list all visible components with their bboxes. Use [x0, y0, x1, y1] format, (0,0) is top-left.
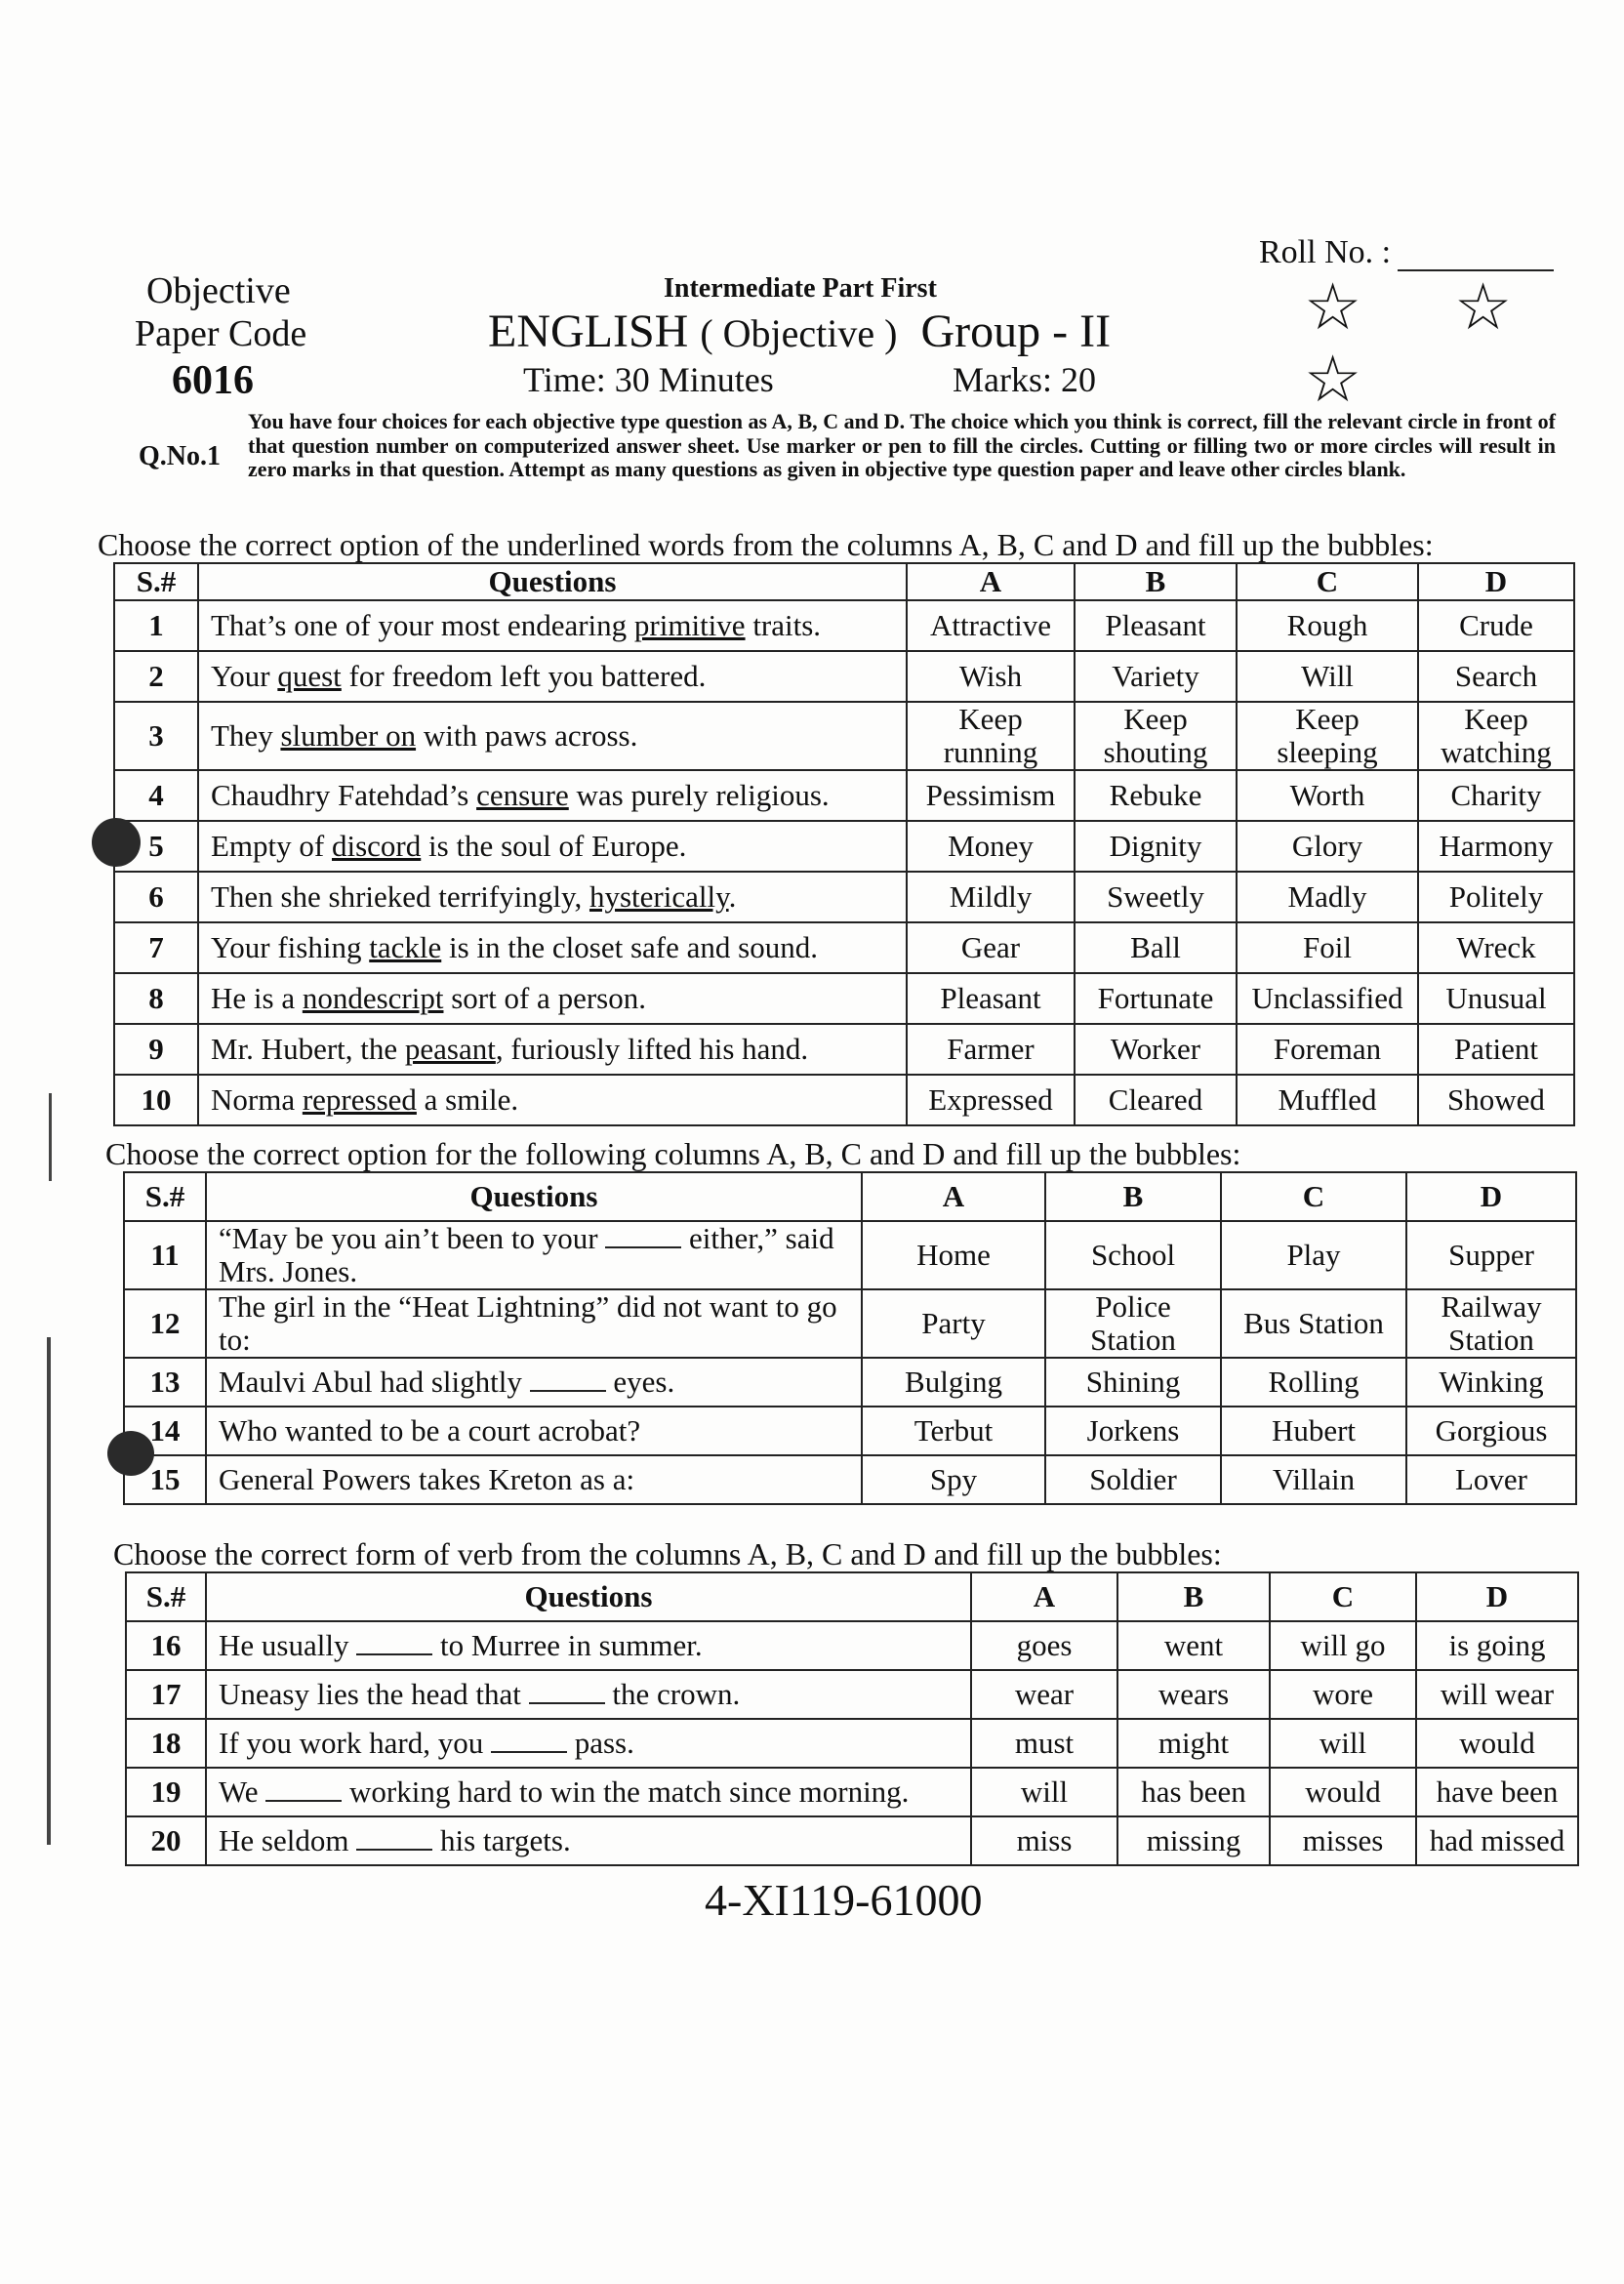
option-b: Cleared	[1075, 1075, 1237, 1125]
question-text	[198, 770, 907, 821]
option-c: Rough	[1237, 600, 1418, 651]
option-b: Ball	[1075, 922, 1237, 973]
option-d: Supper	[1406, 1221, 1576, 1289]
col-sn: S.#	[124, 1172, 206, 1221]
underlined-word: slumber on	[280, 718, 417, 753]
scan-mark	[47, 1337, 51, 1845]
objective-tag: ( Objective )	[700, 311, 898, 355]
question-text	[198, 922, 907, 973]
paper-code: 6016	[172, 358, 254, 403]
option-b: Variety	[1075, 651, 1237, 702]
table-row	[114, 1075, 1574, 1125]
option-b: Dignity	[1075, 821, 1237, 872]
question-post: is the soul of Europe.	[421, 829, 687, 863]
option-b: Shining	[1045, 1358, 1221, 1407]
table-header-row	[126, 1572, 1578, 1621]
row-number: 9	[114, 1024, 198, 1075]
question-pre: That’s one of your most endearing	[211, 608, 634, 642]
option-a: Expressed	[907, 1075, 1075, 1125]
option-a: Money	[907, 821, 1075, 872]
question-text	[206, 1621, 971, 1670]
blank-line	[265, 1778, 342, 1802]
row-number: 15	[124, 1455, 206, 1504]
option-a: Pleasant	[907, 973, 1075, 1024]
question-text	[206, 1455, 862, 1504]
table-row	[114, 770, 1574, 821]
row-number: 2	[114, 651, 198, 702]
underlined-word: nondescript	[302, 981, 444, 1015]
row-number: 5	[114, 821, 198, 872]
star-icon: ☆	[1304, 269, 1362, 345]
underlined-word: quest	[277, 659, 342, 693]
question-pre: He is a	[211, 981, 303, 1015]
option-c: Muffled	[1237, 1075, 1418, 1125]
question-text	[198, 1024, 907, 1075]
option-d: Search	[1418, 651, 1574, 702]
question-pre: Who wanted to be a court acrobat?	[219, 1413, 641, 1448]
option-b: missing	[1117, 1816, 1270, 1865]
option-c: Foreman	[1237, 1024, 1418, 1075]
option-a: Pessimism	[907, 770, 1075, 821]
question-post: is in the closet safe and sound.	[441, 930, 818, 964]
question-post: the crown.	[604, 1677, 741, 1711]
option-a: Bulging	[862, 1358, 1045, 1407]
option-d: Railway Station	[1406, 1289, 1576, 1358]
col-b: B	[1075, 563, 1237, 600]
col-a: A	[907, 563, 1075, 600]
option-d: Wreck	[1418, 922, 1574, 973]
question-post: his targets.	[432, 1823, 571, 1857]
option-d: Politely	[1418, 872, 1574, 922]
underlined-word: tackle	[369, 930, 442, 964]
col-sn: S.#	[126, 1572, 206, 1621]
option-c: would	[1270, 1768, 1416, 1816]
row-number: 13	[124, 1358, 206, 1407]
question-pre: Uneasy lies the head that	[219, 1677, 529, 1711]
group-label: Group - II	[920, 306, 1112, 357]
table-row	[126, 1670, 1578, 1719]
question-post: was purely religious.	[568, 778, 830, 812]
option-d: Gorgious	[1406, 1407, 1576, 1455]
col-d: D	[1416, 1572, 1578, 1621]
question-post: working hard to win the match since morning.	[342, 1774, 910, 1809]
paper-code-label: Paper Code	[135, 313, 307, 354]
table-row	[124, 1289, 1576, 1358]
underlined-word: primitive	[633, 608, 746, 642]
option-a: Attractive	[907, 600, 1075, 651]
question-post: eyes.	[605, 1365, 675, 1399]
section-2-table	[123, 1171, 1577, 1505]
question-text	[198, 651, 907, 702]
underlined-word: peasant	[404, 1032, 496, 1066]
section-3-table	[125, 1571, 1579, 1866]
option-b: has been	[1117, 1768, 1270, 1816]
option-a: Wish	[907, 651, 1075, 702]
table-row	[114, 872, 1574, 922]
row-number: 12	[124, 1289, 206, 1358]
row-number: 17	[126, 1670, 206, 1719]
option-a: Keep running	[907, 702, 1075, 770]
option-d: Keep watching	[1418, 702, 1574, 770]
option-c: Worth	[1237, 770, 1418, 821]
option-b: Rebuke	[1075, 770, 1237, 821]
option-d: Winking	[1406, 1358, 1576, 1407]
question-text	[198, 702, 907, 770]
question-pre: Then she shrieked terrifyingly,	[211, 879, 589, 914]
question-pre: He usually	[219, 1628, 357, 1662]
question-pre: The girl in the “Heat Lightning” did not want to go to:	[219, 1289, 837, 1357]
option-c: Keep sleeping	[1237, 702, 1418, 770]
question-pre: We	[219, 1774, 266, 1809]
row-number: 14	[124, 1407, 206, 1455]
col-c: C	[1237, 563, 1418, 600]
option-d: Showed	[1418, 1075, 1574, 1125]
question-post: sort of a person.	[443, 981, 646, 1015]
option-c: Rolling	[1221, 1358, 1406, 1407]
option-a: Gear	[907, 922, 1075, 973]
table-row	[126, 1768, 1578, 1816]
blank-line	[529, 1681, 605, 1704]
ink-blot	[107, 1431, 154, 1476]
section-1-table	[113, 562, 1575, 1126]
option-c: Foil	[1237, 922, 1418, 973]
table-row	[114, 1024, 1574, 1075]
question-text	[206, 1358, 862, 1407]
question-text	[198, 600, 907, 651]
option-a: must	[971, 1719, 1117, 1768]
question-text	[206, 1719, 971, 1768]
question-pre: If you work hard, you	[219, 1726, 491, 1760]
table-row	[126, 1816, 1578, 1865]
col-b: B	[1045, 1172, 1221, 1221]
question-text	[198, 1075, 907, 1125]
section-1-heading: Choose the correct option of the underlined words from the columns A, B, C and D and fill up the bubbles:	[98, 527, 1434, 562]
question-pre: They	[211, 718, 281, 753]
option-b: might	[1117, 1719, 1270, 1768]
table-row	[124, 1407, 1576, 1455]
question-text	[206, 1670, 971, 1719]
question-post: for freedom left you battered.	[341, 659, 707, 693]
col-c: C	[1221, 1172, 1406, 1221]
option-b: went	[1117, 1621, 1270, 1670]
question-pre: Your fishing	[211, 930, 370, 964]
col-a: A	[862, 1172, 1045, 1221]
ink-blot	[92, 818, 141, 867]
question-number: Q.No.1	[139, 441, 221, 471]
question-pre: Empty of	[211, 829, 332, 863]
section-2-heading: Choose the correct option for the following columns A, B, C and D and fill up the bubbles:	[105, 1136, 1241, 1171]
marks-label: Marks: 20	[953, 360, 1096, 399]
blank-line	[356, 1632, 432, 1655]
table-row	[124, 1455, 1576, 1504]
option-b: wears	[1117, 1670, 1270, 1719]
row-number: 20	[126, 1816, 206, 1865]
question-text	[206, 1816, 971, 1865]
question-text	[206, 1407, 862, 1455]
underlined-word: hysterically	[589, 879, 729, 914]
option-d: is going	[1416, 1621, 1578, 1670]
row-number: 11	[124, 1221, 206, 1289]
option-b: Jorkens	[1045, 1407, 1221, 1455]
question-post: to Murree in summer.	[432, 1628, 703, 1662]
option-b: School	[1045, 1221, 1221, 1289]
question-pre: “May be you ain’t been to your	[219, 1221, 606, 1255]
table-row	[114, 821, 1574, 872]
star-icon: ☆	[1304, 342, 1362, 417]
row-number: 7	[114, 922, 198, 973]
option-b: Worker	[1075, 1024, 1237, 1075]
option-a: wear	[971, 1670, 1117, 1719]
question-post: , furiously lifted his hand.	[495, 1032, 809, 1066]
question-post: traits.	[745, 608, 822, 642]
scan-mark	[49, 1093, 52, 1181]
question-pre: Mr. Hubert, the	[211, 1032, 405, 1066]
option-b: Soldier	[1045, 1455, 1221, 1504]
option-a: Party	[862, 1289, 1045, 1358]
option-c: Play	[1221, 1221, 1406, 1289]
underlined-word: discord	[332, 829, 422, 863]
option-a: Terbut	[862, 1407, 1045, 1455]
question-post: a smile.	[416, 1082, 519, 1117]
row-number: 8	[114, 973, 198, 1024]
option-d: Harmony	[1418, 821, 1574, 872]
question-post: with paws across.	[416, 718, 638, 753]
blank-line	[605, 1225, 681, 1248]
star-icon: ☆	[1454, 269, 1513, 345]
question-text	[198, 821, 907, 872]
question-post: either,” said Mrs. Jones.	[219, 1221, 834, 1288]
row-number: 10	[114, 1075, 198, 1125]
question-post: .	[728, 879, 737, 914]
objective-label: Objective	[146, 270, 291, 311]
option-d: Unusual	[1418, 973, 1574, 1024]
table-row	[126, 1719, 1578, 1768]
time-label: Time: 30 Minutes	[523, 360, 774, 399]
question-pre: Maulvi Abul had slightly	[219, 1365, 530, 1399]
question-pre: Your	[211, 659, 278, 693]
row-number: 3	[114, 702, 198, 770]
option-c: Villain	[1221, 1455, 1406, 1504]
option-a: Spy	[862, 1455, 1045, 1504]
col-d: D	[1418, 563, 1574, 600]
option-b: Sweetly	[1075, 872, 1237, 922]
roll-no-label: Roll No. :	[1259, 234, 1392, 270]
blank-line	[530, 1368, 606, 1392]
row-number: 19	[126, 1768, 206, 1816]
row-number: 6	[114, 872, 198, 922]
subject-name: ENGLISH	[488, 306, 689, 357]
instructions: You have four choices for each objective type question as A, B, C and D. The choice which you think is correct, fill the relevant circle in front of that question number on computerized answer sheet. Use marker or pen to fill the circles. Cutting or filling two or more circles will result in zero marks in that question. Attempt as many questions as given in objective type question paper and leave other circles blank.	[248, 409, 1556, 481]
option-c: wore	[1270, 1670, 1416, 1719]
option-c: Will	[1237, 651, 1418, 702]
col-b: B	[1117, 1572, 1270, 1621]
question-pre: Norma	[211, 1082, 303, 1117]
table-row	[114, 600, 1574, 651]
option-b: Police Station	[1045, 1289, 1221, 1358]
option-d: Patient	[1418, 1024, 1574, 1075]
question-text	[206, 1221, 862, 1289]
option-a: Mildly	[907, 872, 1075, 922]
subject-title	[488, 305, 1111, 358]
option-c: Madly	[1237, 872, 1418, 922]
question-text	[198, 973, 907, 1024]
section-3-heading: Choose the correct form of verb from the columns A, B, C and D and fill up the bubbles:	[113, 1536, 1222, 1571]
col-d: D	[1406, 1172, 1576, 1221]
col-c: C	[1270, 1572, 1416, 1621]
option-d: would	[1416, 1719, 1578, 1768]
question-text	[206, 1289, 862, 1358]
table-row	[124, 1358, 1576, 1407]
question-text	[206, 1768, 971, 1816]
table-header-row	[124, 1172, 1576, 1221]
option-c: will	[1270, 1719, 1416, 1768]
table-row	[114, 973, 1574, 1024]
option-b: Keep shouting	[1075, 702, 1237, 770]
underlined-word: censure	[476, 778, 569, 812]
part-title: Intermediate Part First	[664, 273, 937, 304]
option-d: have been	[1416, 1768, 1578, 1816]
row-number: 16	[126, 1621, 206, 1670]
row-number: 1	[114, 600, 198, 651]
row-number: 4	[114, 770, 198, 821]
blank-line	[356, 1827, 432, 1851]
col-sn: S.#	[114, 563, 198, 600]
table-row	[126, 1621, 1578, 1670]
question-pre: General Powers takes Kreton as a:	[219, 1462, 635, 1496]
col-a: A	[971, 1572, 1117, 1621]
option-d: Crude	[1418, 600, 1574, 651]
option-c: Glory	[1237, 821, 1418, 872]
question-pre: He seldom	[219, 1823, 357, 1857]
table-row	[114, 702, 1574, 770]
underlined-word: repressed	[302, 1082, 417, 1117]
option-b: Fortunate	[1075, 973, 1237, 1024]
question-text	[198, 872, 907, 922]
question-post: pass.	[566, 1726, 634, 1760]
col-questions: Questions	[206, 1172, 862, 1221]
option-d: had missed	[1416, 1816, 1578, 1865]
option-d: Lover	[1406, 1455, 1576, 1504]
blank-line	[491, 1730, 567, 1753]
option-a: miss	[971, 1816, 1117, 1865]
footer-code: 4-XI119-61000	[705, 1875, 983, 1925]
option-a: goes	[971, 1621, 1117, 1670]
option-c: will go	[1270, 1621, 1416, 1670]
table-header-row	[114, 563, 1574, 600]
option-a: Farmer	[907, 1024, 1075, 1075]
option-a: Home	[862, 1221, 1045, 1289]
option-c: Bus Station	[1221, 1289, 1406, 1358]
option-d: Charity	[1418, 770, 1574, 821]
col-questions: Questions	[206, 1572, 971, 1621]
option-c: Hubert	[1221, 1407, 1406, 1455]
option-c: Unclassified	[1237, 973, 1418, 1024]
option-c: misses	[1270, 1816, 1416, 1865]
table-row	[124, 1221, 1576, 1289]
option-d: will wear	[1416, 1670, 1578, 1719]
col-questions: Questions	[198, 563, 907, 600]
option-b: Pleasant	[1075, 600, 1237, 651]
option-a: will	[971, 1768, 1117, 1816]
table-row	[114, 651, 1574, 702]
question-pre: Chaudhry Fatehdad’s	[211, 778, 477, 812]
table-row	[114, 922, 1574, 973]
row-number: 18	[126, 1719, 206, 1768]
